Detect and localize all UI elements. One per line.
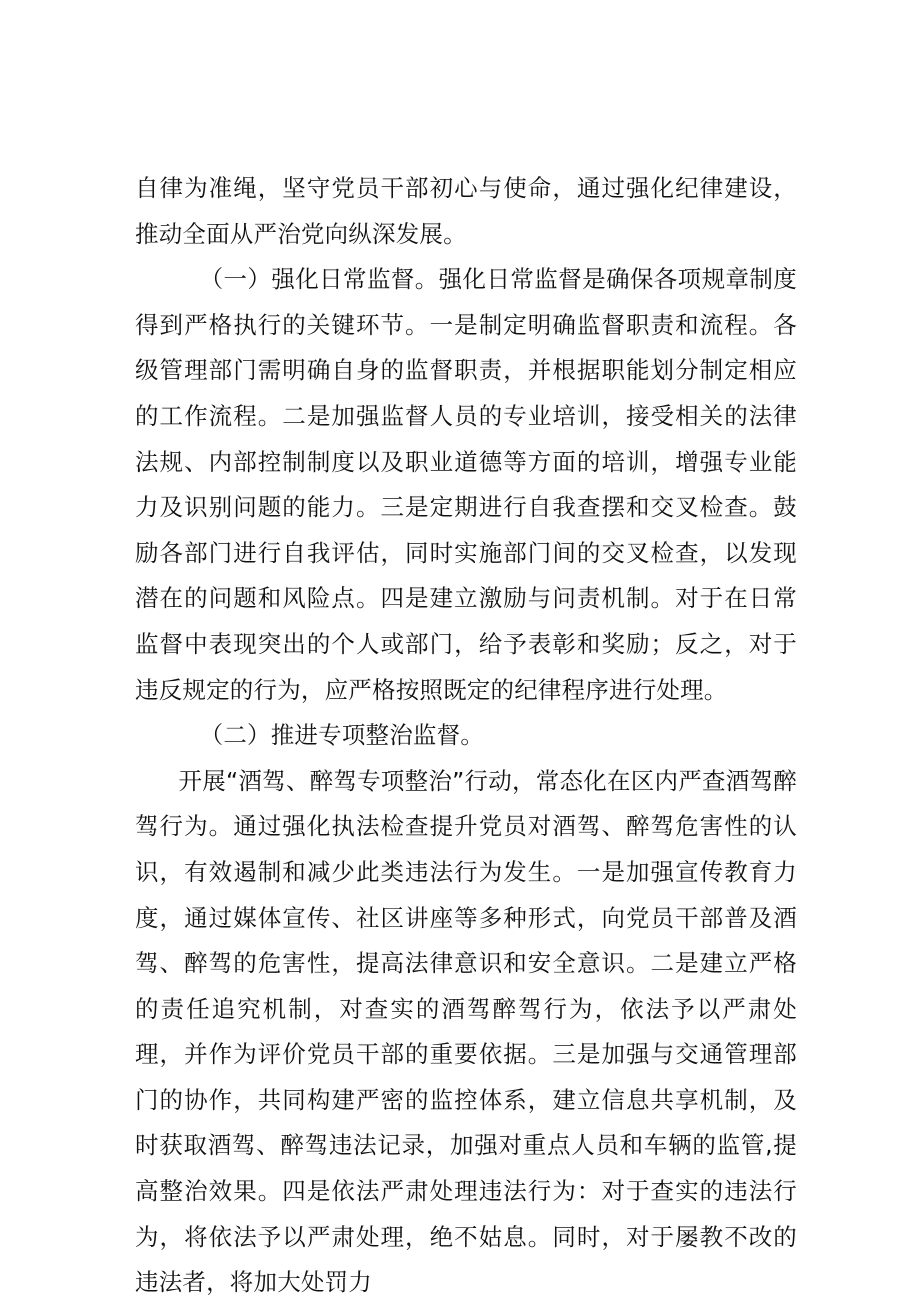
section-heading-two: （二）推进专项整治监督。 (199, 721, 485, 750)
document-body (135, 166, 797, 1306)
paragraph-continuation: 自律为准绳，坚守党员干部初心与使命，通过强化纪律建设，推动全面从严治党向纵深发展。 (135, 174, 797, 248)
paragraph-section-one: （一）强化日常监督。强化日常监督是确保各项规章制度得到严格执行的关键环节。一是制定明确监督职责和流程。各级管理部门需明确自身的监督职责，并根据职能划分制定相应的工作流程。二是加强监督人员的专业培训，接受相关的法律法规、内部控制制度以及职业道德等方面的培训，增强专业能力及识别问题的能力。三是定期进行自我查摆和交叉检查。鼓励各部门进行自我评估，同时实施部门间的交叉检查，以发现潜在的问题和风险点。四是建立激励与问责机制。对于在日常监督中表现突出的个人或部门，给予表彰和奖励；反之，对于违反规定的行为，应严格按照既定的纪律程序进行处理。 (135, 265, 797, 704)
paragraph-section-two-body: 开展“酒驾、醉驾专项整治”行动，常态化在区内严查酒驾醉驾行为。通过强化执法检查提升党员对酒驾、醉驾危害性的认识，有效遏制和减少此类违法行为发生。一是加强宣传教育力度，通过媒体宣传、社区讲座等多种形式，向党员干部普及酒驾、醉驾的危害性，提高法律意识和安全意识。二是建立严格的责任追究机制，对查实的酒驾醉驾行为，依法予以严肃处理，并作为评价党员干部的重要依据。三是加强与交通管理部门的协作，共同构建严密的监控体系，建立信息共享机制，及时获取酒驾、醉驾违法记录，加强对重点人员和车辆的监管,提高整治效果。四是依法严肃处理违法行为：对于查实的违法行为，将依法予以严肃处理，绝不姑息。同时，对于屡教不改的违法者，将加大处罚力 (135, 766, 797, 1297)
